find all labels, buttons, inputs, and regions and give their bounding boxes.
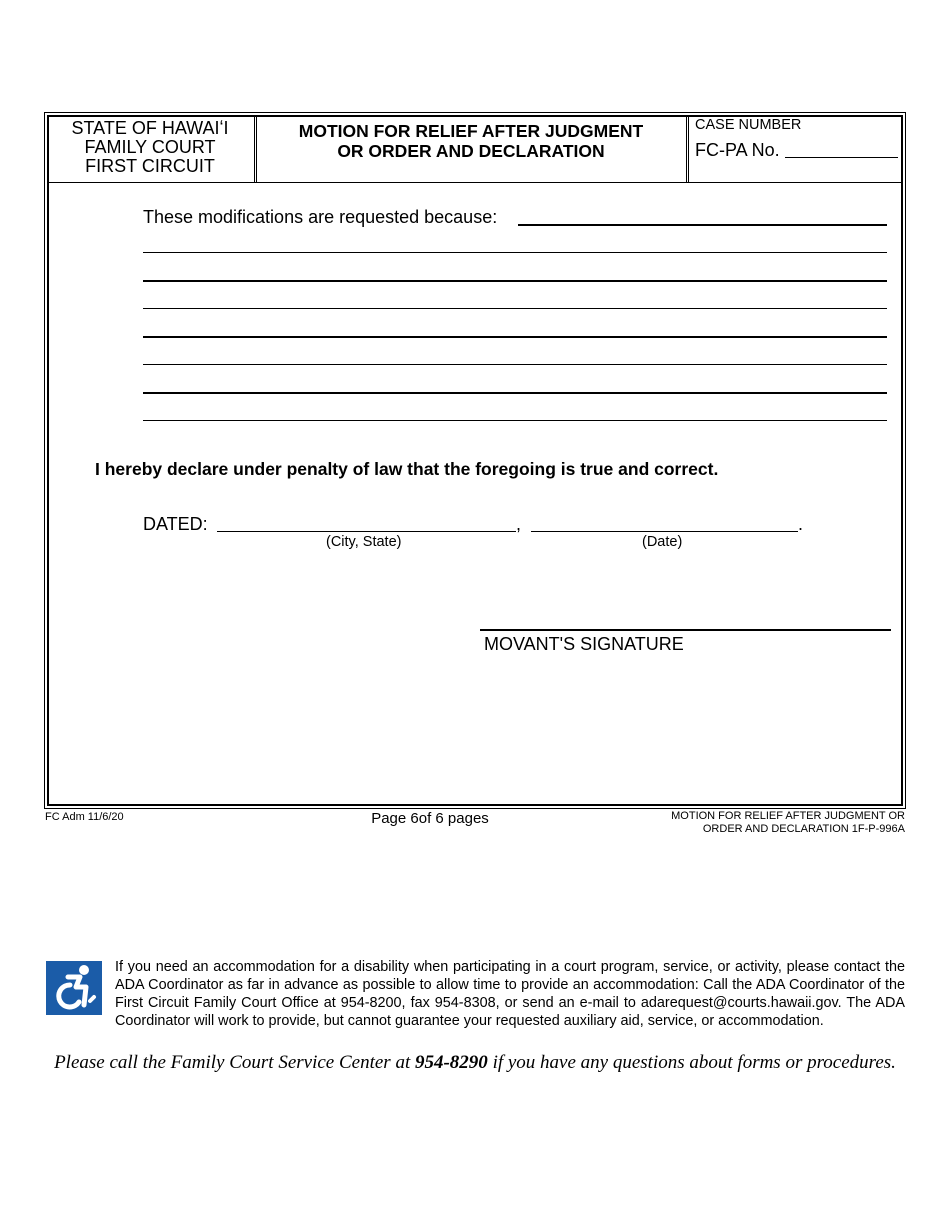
- city-state-field[interactable]: [217, 531, 516, 532]
- page-info: Page 6of 6 pages: [371, 810, 489, 827]
- case-number-field[interactable]: [785, 157, 898, 158]
- accessibility-icon: [46, 961, 102, 1015]
- case-number-label: CASE NUMBER: [695, 117, 802, 133]
- service-center-phone: 954-8290: [414, 1052, 488, 1073]
- footer-form-title: [600, 810, 905, 836]
- city-state-caption: (City, State): [326, 534, 402, 550]
- reason-line-1[interactable]: [518, 224, 887, 226]
- reason-line-3[interactable]: [143, 280, 887, 282]
- reason-label: These modifications are requested because:: [143, 207, 498, 227]
- signature-label: MOVANT'S SIGNATURE: [484, 634, 684, 654]
- case-number-prefix: FC-PA No.: [695, 140, 780, 160]
- footer-form-title-line-2: ORDER AND DECLARATION 1F-P-996A: [702, 823, 905, 835]
- reason-line-8[interactable]: [143, 420, 887, 421]
- header-divider-right-2: [688, 117, 689, 183]
- header-divider-left: [254, 117, 255, 183]
- court-family: FAMILY COURT: [84, 137, 216, 157]
- ada-notice: If you need an accommodation for a disability when participating in a court program, service, or activity, please contact the ADA Coordinator as far in advance as possible to allow time to provide an accommodation: Call the ADA Coordinator of the First Circuit Family Court Office at 954-8200, fax 954-8308, or send an e-mail to adarequest@courts.hawaii.gov. The ADA Coordinator will work to provide, but cannot guarantee your requested auxiliary aid, service, or accommodation.: [115, 959, 905, 1029]
- court-name-block: [50, 119, 250, 176]
- service-center-text-before: Please call the Family Court Service Center at: [54, 1052, 415, 1073]
- court-circuit: FIRST CIRCUIT: [85, 156, 215, 176]
- declaration-statement: I hereby declare under penalty of law that the foregoing is true and correct.: [95, 459, 719, 479]
- signature-field[interactable]: [480, 629, 891, 631]
- reason-line-5[interactable]: [143, 336, 887, 338]
- court-state: STATE OF HAWAIʻI: [71, 118, 229, 138]
- form-title-line-2: OR ORDER AND DECLARATION: [337, 141, 605, 161]
- form-code: FC Adm 11/6/20: [45, 811, 124, 823]
- dated-period: .: [798, 514, 804, 534]
- accessibility-icon-glyph: [46, 961, 102, 1015]
- reason-line-7[interactable]: [143, 392, 887, 394]
- header-bottom-rule: [49, 182, 901, 183]
- reason-line-4[interactable]: [143, 308, 887, 309]
- header-divider-right: [686, 117, 687, 183]
- header-divider-left-2: [256, 117, 257, 183]
- dated-label: DATED:: [143, 514, 208, 534]
- footer-form-title-line-1: MOTION FOR RELIEF AFTER JUDGMENT OR: [671, 810, 905, 822]
- date-field[interactable]: [531, 531, 798, 532]
- reason-line-2[interactable]: [143, 252, 887, 253]
- date-caption: (Date): [642, 534, 683, 550]
- service-center-text-after: if you have any questions about forms or procedures.: [487, 1052, 896, 1073]
- service-center-notice: [0, 1052, 950, 1074]
- reason-line-6[interactable]: [143, 364, 887, 365]
- form-title: [258, 121, 684, 161]
- form-title-line-1: MOTION FOR RELIEF AFTER JUDGMENT: [298, 121, 644, 141]
- dated-comma: ,: [516, 514, 522, 534]
